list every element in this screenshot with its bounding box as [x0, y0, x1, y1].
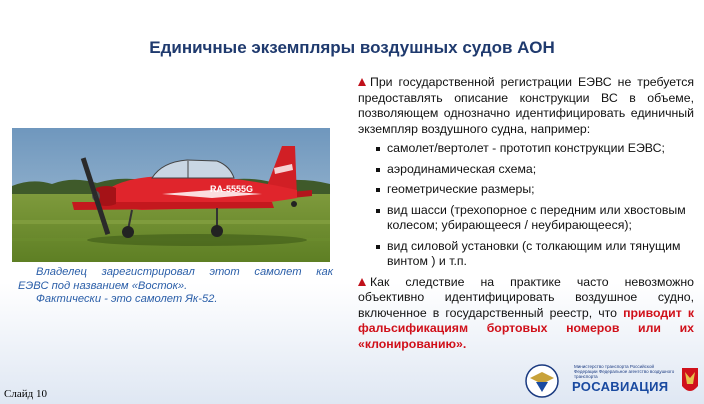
- photo-caption: [18, 266, 333, 307]
- coat-of-arms-icon: [682, 368, 698, 391]
- list-item: геометрические размеры;: [376, 182, 694, 198]
- rosaviatsiya-logo: [522, 362, 700, 400]
- caption-line: Владелец зарегистрировал этот самолет как: [36, 266, 333, 278]
- slide-number: Слайд 10: [4, 388, 47, 400]
- list-item: аэродинамическая схема;: [376, 162, 694, 178]
- feature-list: [358, 141, 694, 270]
- list-item: самолет/вертолет - прототип конструкции ЕЭВС;: [376, 141, 694, 157]
- body-text: [358, 75, 694, 352]
- ministry-text: Министерство транспорта Российской Федерации Федеральное агентство воздушного транспорта: [574, 364, 675, 379]
- emphasis-text: приводит к фальсификациям бортовых номеров или их «клонированию».: [358, 305, 694, 351]
- registration-mark: RA-5555G: [210, 184, 254, 194]
- airplane-photo: [12, 128, 330, 262]
- list-item: вид шасси (трехопорное с передним или хвостовым колесом; убирающееся / неубирающееся);: [376, 203, 694, 234]
- logo-name: РОСАВИАЦИЯ: [572, 379, 669, 394]
- caption-line: ЕЭВС под названием «Восток».: [18, 279, 188, 292]
- caption-line: Фактически - это самолет Як-52.: [36, 293, 218, 305]
- paragraph-consequence: Как следствие на практике часто невозможно объективно идентифицировать воздушное судно, включенное в государственный реестр, что приводит к фальсификациям бортовых номеров или их «клонированию».: [358, 274, 694, 351]
- paragraph-registration: При государственной регистрации ЕЭВС не требуется предоставлять описание конструкции ВС в объеме, позволяющем однозначно идентифицировать единичный экземпляр воздушного судна, например:: [358, 75, 694, 136]
- triangle-bullet-icon: [358, 278, 366, 286]
- aviation-emblem-icon: [526, 365, 558, 397]
- list-item: вид силовой установки (с толкающим или тянущим винтом ) и т.п.: [376, 239, 694, 270]
- slide-title: Единичные экземпляры воздушных судов АОН: [149, 38, 555, 57]
- triangle-bullet-icon: [358, 78, 366, 86]
